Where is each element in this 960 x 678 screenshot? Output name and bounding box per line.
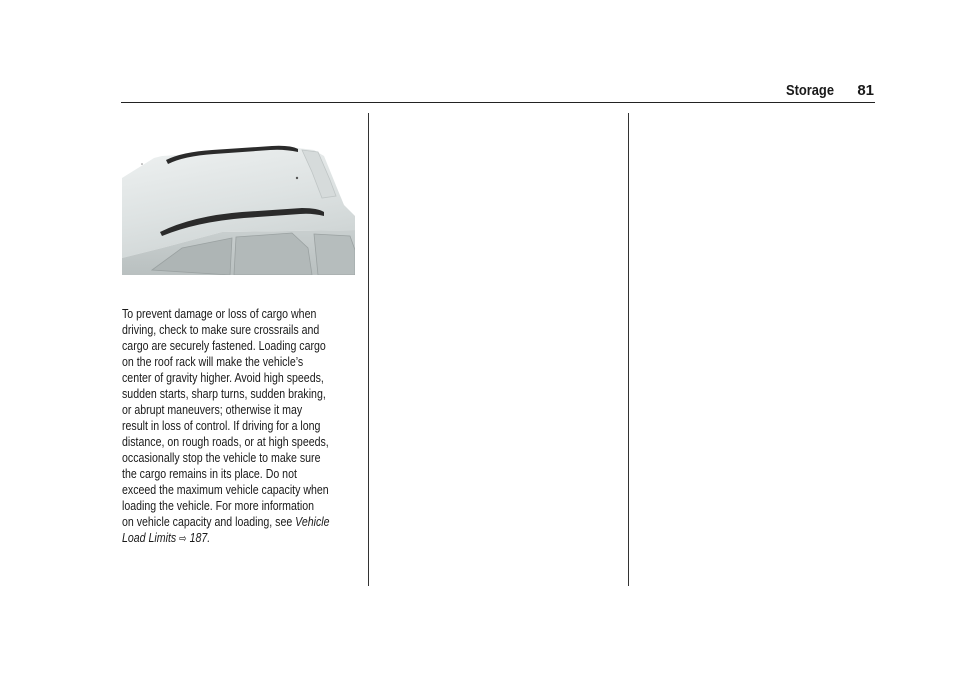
body-line: cargo are securely fastened. Loading cargo [122, 338, 326, 353]
body-line: center of gravity higher. Avoid high speeds, [122, 370, 324, 385]
body-line-xref [122, 530, 358, 547]
section-title: Storage [785, 82, 834, 99]
body-line: distance, on rough roads, or at high speeds, [122, 434, 329, 449]
body-line-with-xref [122, 514, 358, 530]
xref-page-number[interactable]: 187. [189, 530, 211, 545]
body-line: result in loss of control. If driving for a long [122, 418, 321, 433]
roof-rack-illustration [122, 130, 355, 275]
body-paragraph [122, 306, 358, 547]
body-line: exceed the maximum vehicle capacity when [122, 482, 329, 497]
column-divider-1 [368, 113, 369, 586]
body-line: on vehicle capacity and loading, see [122, 514, 296, 529]
body-line: or abrupt maneuvers; otherwise it may [122, 402, 303, 417]
body-line: sudden starts, sharp turns, sudden braking, [122, 386, 326, 401]
body-line: To prevent damage or loss of cargo when [122, 306, 317, 321]
xref-link-vehicle[interactable]: Vehicle [295, 514, 330, 529]
body-line: on the roof rack will make the vehicle’s [122, 354, 304, 369]
body-line: driving, check to make sure crossrails and [122, 322, 320, 337]
page-number: 81 [857, 82, 874, 99]
column-divider-2 [628, 113, 629, 586]
header-rule [121, 102, 875, 103]
body-line: loading the vehicle. For more information [122, 498, 314, 513]
xref-link-load-limits[interactable]: Load Limits [122, 530, 177, 545]
page-reference-icon: ⇨ [179, 533, 187, 545]
body-line: occasionally stop the vehicle to make sure [122, 450, 321, 465]
body-line: the cargo remains in its place. Do not [122, 466, 297, 481]
